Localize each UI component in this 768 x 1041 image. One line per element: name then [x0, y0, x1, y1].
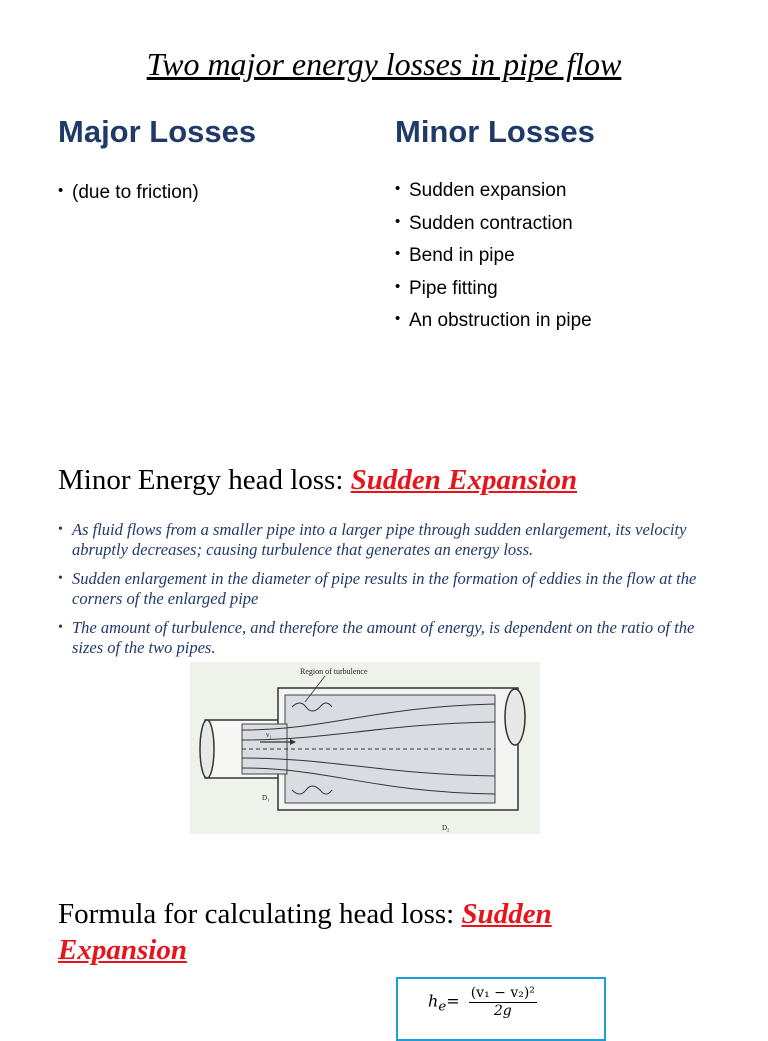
list-item: • As fluid flows from a smaller pipe into a larger pipe through sudden enlargement, its velocity abruptly decreases; causing turbulence that generates an energy loss. [58, 520, 728, 560]
label-region-of-turbulence: Region of turbulence [300, 667, 368, 676]
formula-box [396, 977, 606, 1041]
formula-equals: = [446, 991, 460, 1011]
formula-denominator: 2g [493, 1003, 512, 1019]
highlight-expansion: Expansion [58, 934, 187, 966]
section-heading-formula [58, 896, 738, 968]
label-v1: v₁ [266, 731, 272, 739]
list-item: • (due to friction) [58, 182, 199, 215]
list-item: • Pipe fitting [395, 278, 592, 311]
minor-losses-heading: Minor Losses [395, 114, 595, 149]
expansion-bullets [58, 520, 728, 667]
list-item: • Bend in pipe [395, 245, 592, 278]
list-item: • The amount of turbulence, and therefore the amount of energy, is dependent on the ratio of the sizes of the two pipes. [58, 618, 728, 658]
label-d2: D₂ [442, 824, 450, 832]
major-losses-list [58, 182, 199, 215]
list-item: • An obstruction in pipe [395, 310, 592, 343]
section-heading-expansion [58, 464, 577, 497]
head-loss-formula [428, 985, 537, 1019]
sudden-expansion-diagram [190, 662, 540, 834]
formula-heading-prefix: Formula for calculating head loss: [58, 898, 462, 930]
page-title: Two major energy losses in pipe flow [146, 46, 622, 82]
list-item: • Sudden enlargement in the diameter of pipe results in the formation of eddies in the flow at the corners of the enlarged pipe [58, 569, 728, 609]
minor-losses-list [395, 180, 592, 343]
highlight-sudden-expansion: Sudden Expansion [350, 464, 578, 496]
section-heading-prefix: Minor Energy head loss: [58, 464, 351, 496]
list-item: • Sudden expansion [395, 180, 592, 213]
formula-lhs: h [428, 991, 439, 1011]
list-item: • Sudden contraction [395, 213, 592, 246]
formula-numerator: (v₁ − v₂)² [470, 985, 535, 1001]
major-losses-heading: Major Losses [58, 114, 257, 149]
highlight-sudden: Sudden [461, 898, 552, 930]
label-d1: D₁ [262, 794, 270, 802]
formula-subscript: e [438, 999, 447, 1015]
